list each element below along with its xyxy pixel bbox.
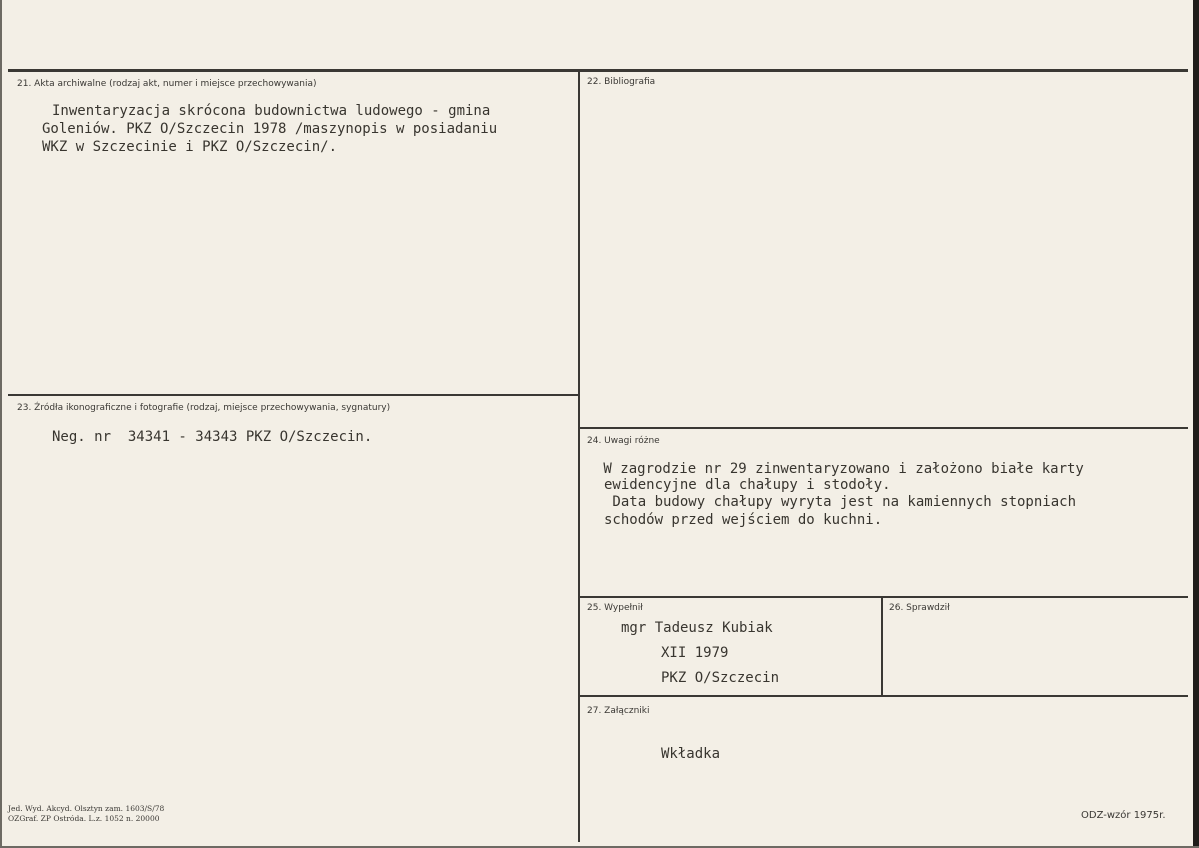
section-24-line-2: ewidencyjne dla chałupy i stodoły. [604,477,891,493]
top-rule [8,69,1188,72]
section-27-line-1: Wkładka [661,746,721,762]
section-23-label: 23. Źródła ikonograficzne i fotografie (rodzaj, miejsce przechowywania, sygnatury) [17,403,391,413]
rule-24-25 [579,596,1188,598]
center-divider [578,70,580,842]
section-27-label: 27. Załączniki [587,706,650,716]
section-21-line-3: WKZ w Szczecinie i PKZ O/Szczecin/. [42,139,338,155]
divider-25-26 [881,597,883,696]
printer-imprint-line-2: OZGraf. ZP Ostróda. L.z. 1052 n. 20000 [8,814,160,823]
section-23-line-1: Neg. nr 34341 - 34343 PKZ O/Szczecin. [52,429,373,445]
section-21-line-1: Inwentaryzacja skrócona budownictwa ludowego - gmina [52,103,491,119]
rule-22-24 [579,427,1188,429]
printer-imprint-line-1: Jed. Wyd. Akcyd. Olsztyn zam. 1603/S/78 [8,804,165,813]
section-25-line-2: XII 1979 [661,645,729,661]
section-25-line-1: mgr Tadeusz Kubiak [621,620,773,636]
section-22-label: 22. Bibliografia [587,77,656,87]
section-24-label: 24. Uwagi różne [587,436,660,446]
rule-21-23 [8,394,579,396]
section-24-line-1: W zagrodzie nr 29 zinwentaryzowano i założono białe karty [595,461,1084,477]
section-26-label: 26. Sprawdził [889,603,950,613]
rule-25-27 [579,695,1188,697]
card-edge-left [0,0,2,848]
section-24-line-4: schodów przed wejściem do kuchni. [604,512,883,528]
section-25-label: 25. Wypełnił [587,603,643,613]
section-21-label: 21. Akta archiwalne (rodzaj akt, numer i miejsce przechowywania) [17,79,317,89]
section-21-line-2: Goleniów. PKZ O/Szczecin 1978 /maszynopis w posiadaniu [42,121,498,137]
section-24-line-3: Data budowy chałupy wyryta jest na kamiennych stopniach [604,494,1077,510]
card-edge-right [1193,0,1199,848]
section-25-line-3: PKZ O/Szczecin [661,670,780,686]
form-model-label: ODZ-wzór 1975r. [1081,810,1166,821]
